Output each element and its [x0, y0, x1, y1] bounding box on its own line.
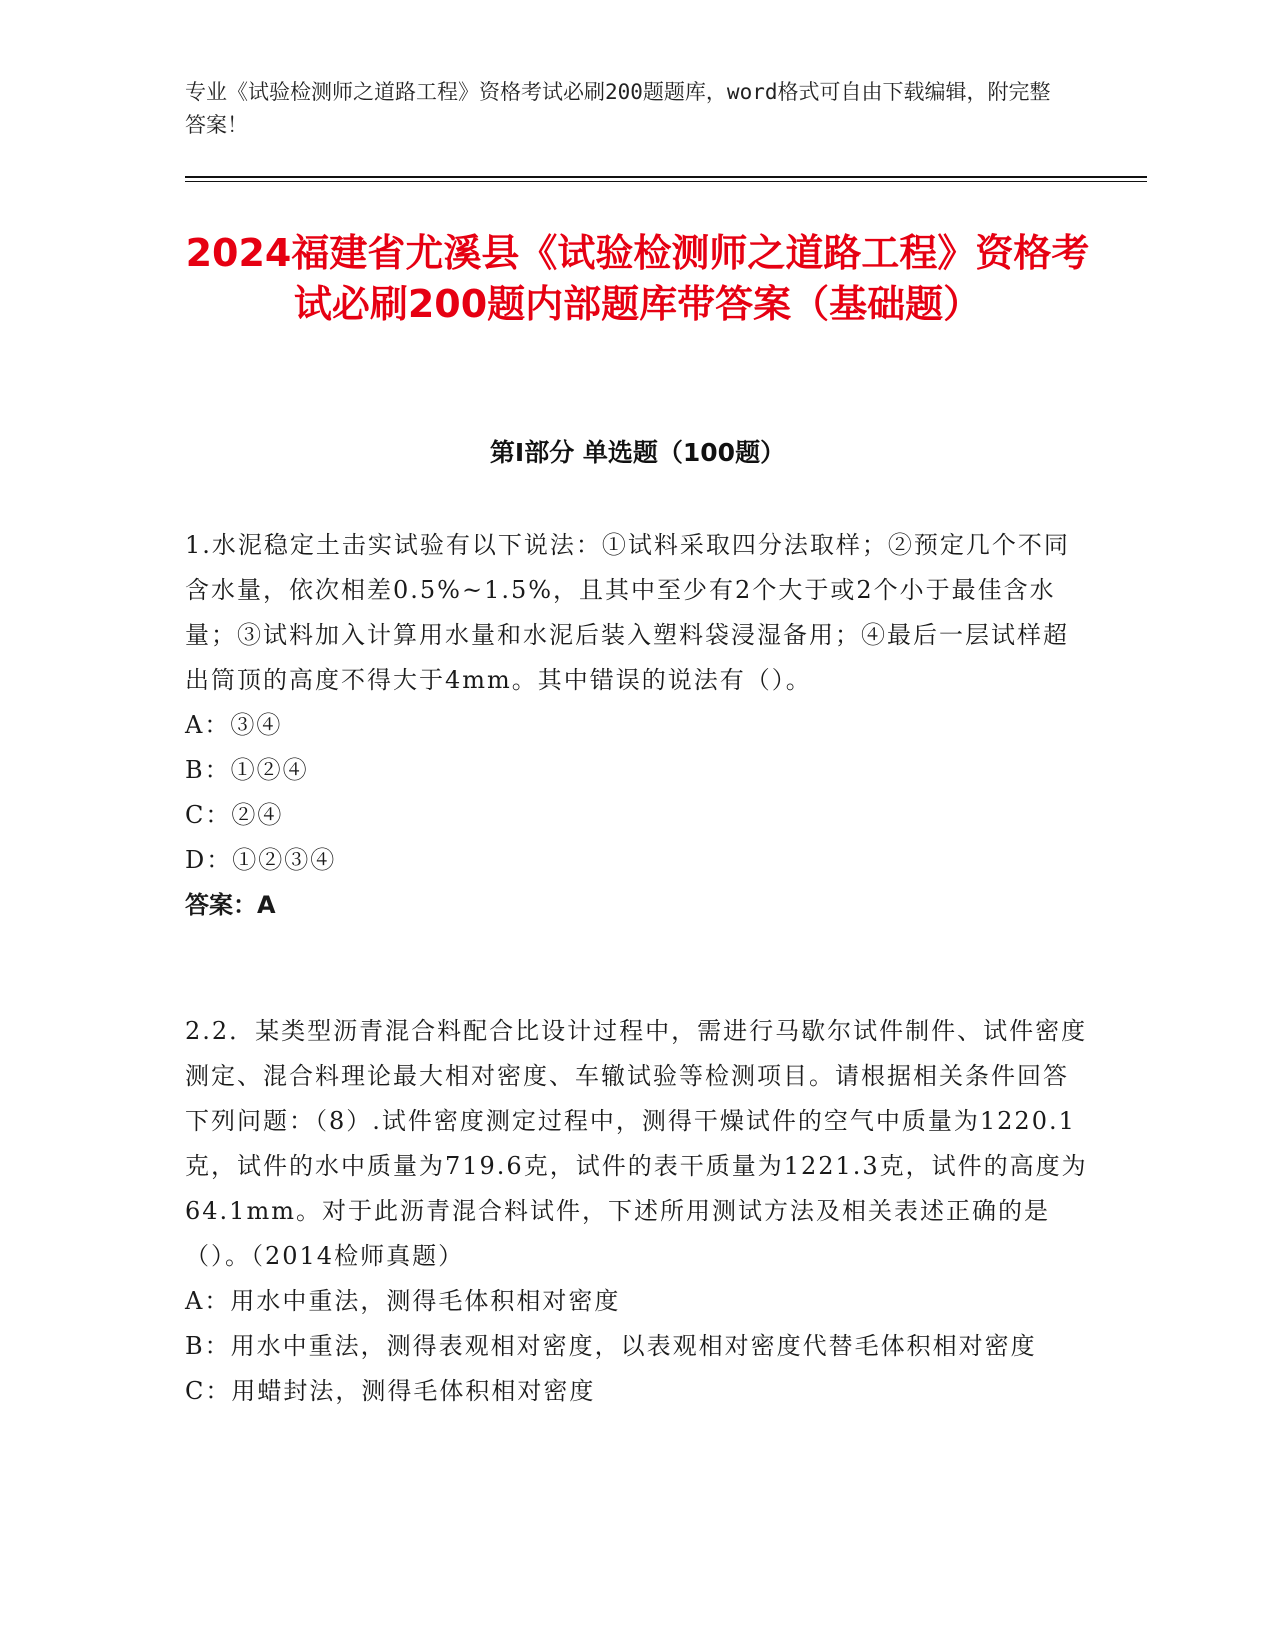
document-title: 2024福建省尤溪县《试验检测师之道路工程》资格考试必刷200题内部题库带答案（基础题） — [185, 231, 1090, 326]
header-note: 专业《试验检测师之道路工程》资格考试必刷200题题库，word格式可自由下载编辑，附完整答案！ — [185, 80, 1051, 137]
option-b: B：用水中重法，测得表观相对密度，以表观相对密度代替毛体积相对密度 — [185, 1332, 1037, 1360]
option-a: A：用水中重法，测得毛体积相对密度 — [185, 1287, 621, 1315]
option-c: C：用蜡封法，测得毛体积相对密度 — [185, 1377, 596, 1405]
question-2 — [185, 1009, 1090, 1414]
header-divider-thin — [185, 181, 1147, 182]
answer-line: 答案：A — [185, 891, 276, 919]
option-c: C：②④ — [185, 801, 284, 829]
header-divider-thick — [185, 176, 1147, 178]
question-stem: 1.水泥稳定土击实试验有以下说法：①试料采取四分法取样；②预定几个不同含水量，依次相差0.5%~1.5%，且其中至少有2个大于或2个小于最佳含水量；③试料加入计算用水量和水泥后装入塑料袋浸湿备用；④最后一层试样超出筒顶的高度不得大于4mm。其中错误的说法有（）。 — [185, 531, 1070, 694]
question-stem: 2.2．某类型沥青混合料配合比设计过程中，需进行马歇尔试件制件、试件密度测定、混合料理论最大相对密度、车辙试验等检测项目。请根据相关条件回答下列问题：（8）.试件密度测定过程中，测得干燥试件的空气中质量为1220.1克，试件的水中质量为719.6克，试件的表干质量为1221.3克，试件的高度为64.1mm。对于此沥青混合料试件，下述所用测试方法及相关表述正确的是（）。（2014检师真题） — [185, 1017, 1088, 1270]
question-1 — [185, 523, 1090, 928]
option-a: A：③④ — [185, 711, 283, 739]
section-title: 第Ⅰ部分 单选题（100题） — [489, 438, 786, 467]
option-b: B：①②④ — [185, 756, 309, 784]
option-d: D：①②③④ — [185, 846, 337, 874]
